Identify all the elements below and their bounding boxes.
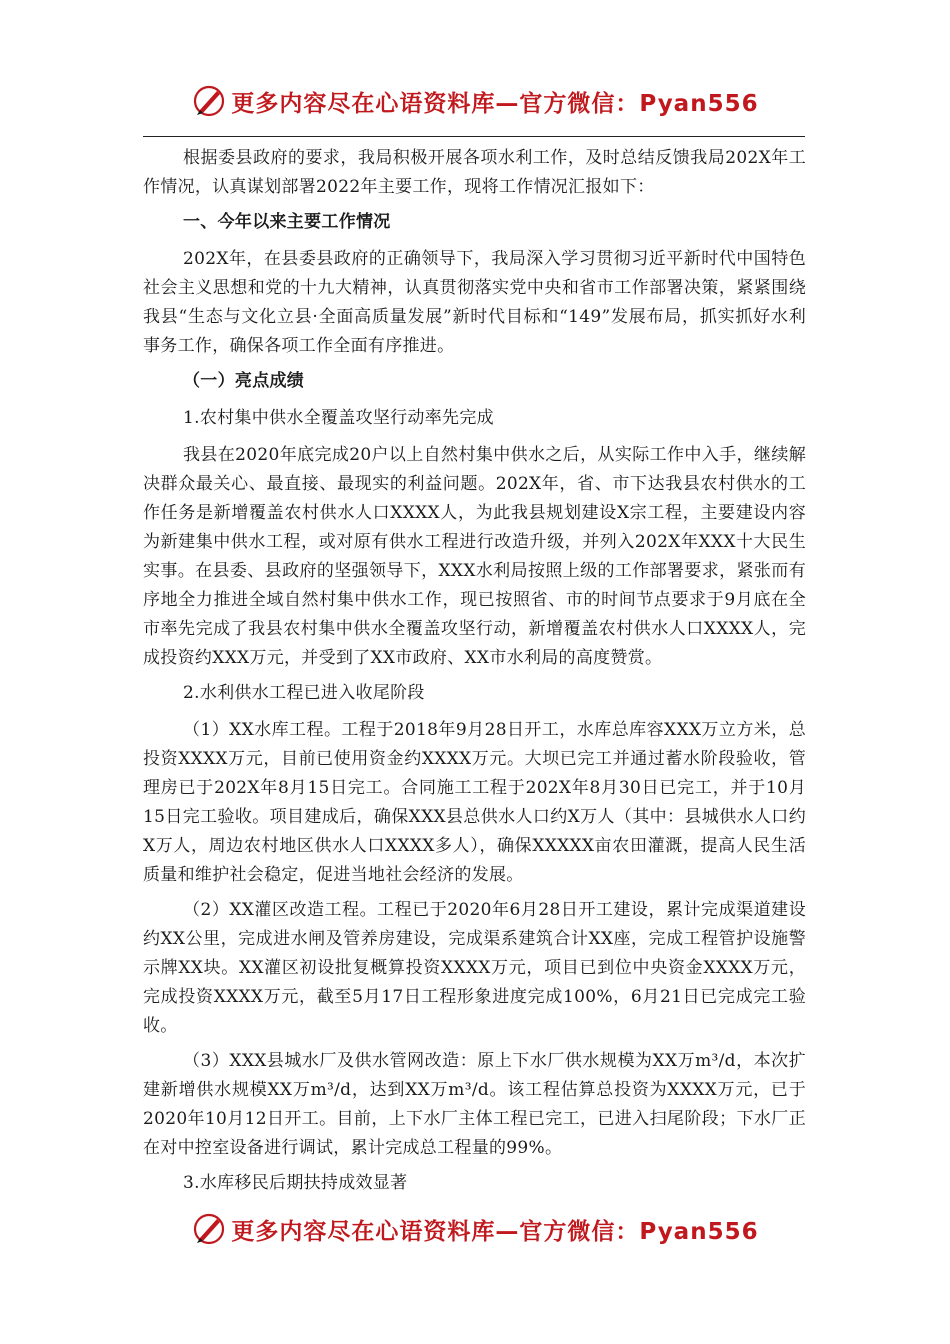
section-heading: 一、今年以来主要工作情况	[183, 212, 391, 232]
footer-banner	[0, 1206, 950, 1252]
pen-logo-icon	[191, 83, 227, 119]
intro-paragraph: 根据委县政府的要求，我局积极开展各项水利工作，及时总结反馈我局202X年工作情况，认真谋划部署2022年主要工作，现将工作情况汇报如下：	[143, 148, 806, 197]
item-paragraph: （2）XX灌区改造工程。工程已于2020年6月28日开工建设，累计完成渠道建设约XX公里，完成进水闸及管养房建设，完成渠系建筑合计XX座，完成工程管护设施警示牌XX块。XX灌区初设批复概算投资XXXX万元，项目已到位中央资金XXXX万元，完成投资XXXX万元，截至5月17日工程形象进度完成100%，6月21日已完成完工验收。	[143, 900, 806, 1036]
pen-logo-icon	[191, 1211, 227, 1247]
item-paragraph: （1）XX水库工程。工程于2018年9月28日开工，水库总库容XXX万立方米，总投资XXXX万元，目前已使用资金约XXXX万元。大坝已完工并通过蓄水阶段验收，管理房已于202X年8月15日完工。合同施工工程于202X年8月30日已完工，并于10月15日完工验收。项目建成后，确保XXX县总供水人口约X万人（其中：县城供水人口约X万人，周边农村地区供水人口XXXX多人），确保XXXXX亩农田灌溉，提高人民生活质量和维护社会稳定，促进当地社会经济的发展。	[143, 720, 806, 885]
subsection-heading: （一）亮点成绩	[183, 371, 305, 391]
item-title: 3.水库移民后期扶持成效显著	[183, 1173, 408, 1193]
banner-text: 更多内容尽在心语资料库—官方微信：Pyan556	[231, 1218, 759, 1245]
item-paragraph: （3）XXX县城水厂及供水管网改造：原上下水厂供水规模为XX万m³/d，本次扩建新增供水规模XX万m³/d，达到XX万m³/d。该工程估算总投资为XXXX万元，已于2020年10月12日开工。目前，上下水厂主体工程已完工，已进入扫尾阶段；下水厂正在对中控室设备进行调试，累计完成总工程量的99%。	[143, 1051, 806, 1158]
item-title: 1.农村集中供水全覆盖攻坚行动率先完成	[183, 408, 494, 428]
header-banner	[0, 78, 950, 124]
banner-text: 更多内容尽在心语资料库—官方微信：Pyan556	[231, 90, 759, 117]
item-title: 2.水利供水工程已进入收尾阶段	[183, 683, 425, 703]
item-paragraph: 我县在2020年底完成20户以上自然村集中供水之后，从实际工作中入手，继续解决群众最关心、最直接、最现实的利益问题。202X年，省、市下达我县农村供水的工作任务是新增覆盖农村供水人口XXXX人，为此我县规划建设X宗工程，主要建设内容为新建集中供水工程，或对原有供水工程进行改造升级，并列入202X年XXX十大民生实事。在县委、县政府的坚强领导下，XXX水利局按照上级的工作部署要求，紧张而有序地全力推进全域自然村集中供水工作，现已按照省、市的时间节点要求于9月底在全市率先完成了我县农村集中供水全覆盖攻坚行动，新增覆盖农村供水人口XXXX人，完成投资约XXX万元，并受到了XX市政府、XX市水利局的高度赞赏。	[143, 445, 806, 668]
header-divider	[143, 136, 805, 137]
document-body	[143, 144, 806, 1206]
section-paragraph: 202X年，在县委县政府的正确领导下，我局深入学习贯彻习近平新时代中国特色社会主义思想和党的十九大精神，认真贯彻落实党中央和省市工作部署决策，紧紧围绕我县“生态与文化立县·全面高质量发展”新时代目标和“149”发展布局，抓实抓好水利事务工作，确保各项工作全面有序推进。	[143, 249, 806, 356]
